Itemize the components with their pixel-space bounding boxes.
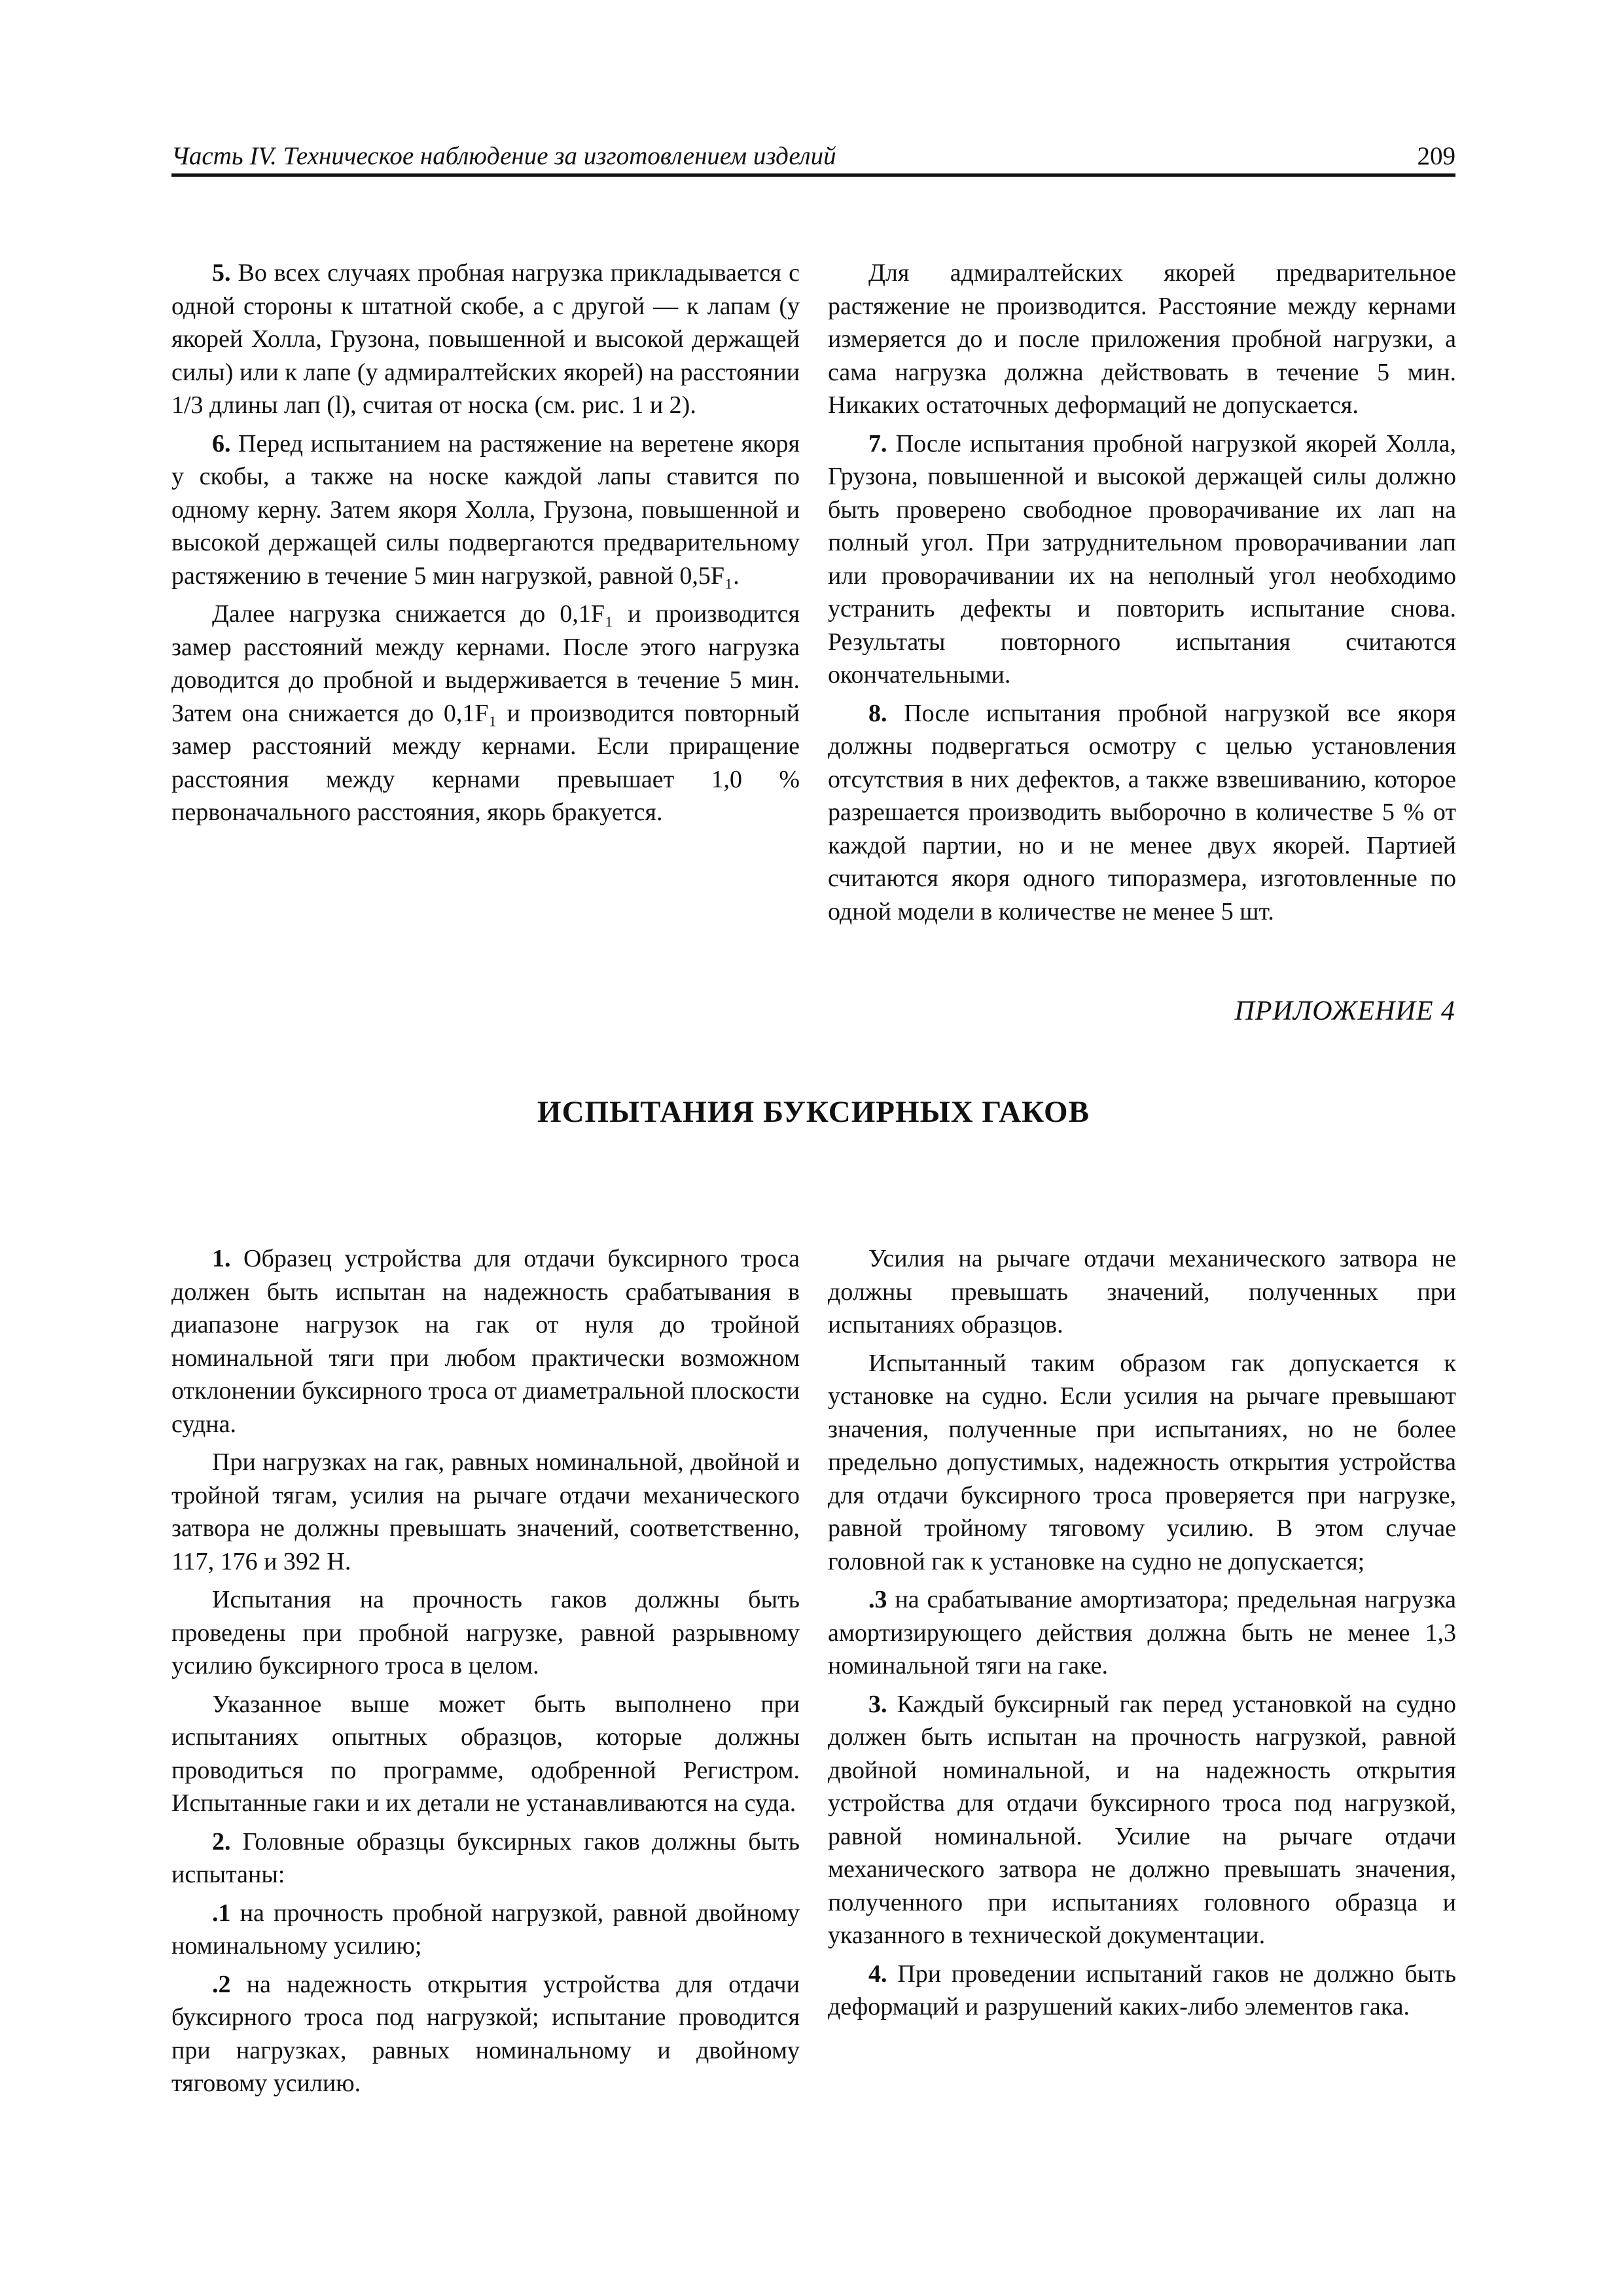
paragraph <box>828 257 1456 422</box>
paragraph <box>171 1968 800 2100</box>
paragraph <box>828 1347 1456 1579</box>
paragraph <box>171 598 800 829</box>
paragraph <box>171 1688 800 1820</box>
paragraph <box>171 427 800 593</box>
paragraph-text: на срабатывание амортизатора; предельная нагрузка амортизирующего действия должна быть не менее 1,3 номинальной тяги на гаке. <box>828 1586 1457 1679</box>
item-number: .2 <box>212 1970 231 1998</box>
running-header <box>171 141 1455 177</box>
item-number: .1 <box>212 1899 231 1927</box>
paragraph <box>828 697 1456 929</box>
paragraph-text: При нагрузках на гак, равных номинальной, двойной и тройной тягам, усилия на рычаге отдачи механического затвора не должны превышать значений, соответственно, 117, 176 и 392 Н. <box>171 1448 800 1575</box>
item-number: 6. <box>212 429 231 457</box>
page-number: 209 <box>1417 142 1455 170</box>
item-number: 4. <box>868 1960 887 1988</box>
paragraph-text: Во всех случаях пробная нагрузка прикладывается с одной стороны к штатной скобе, а с другой — к лапам (у якорей Холла, Грузона, повышенной и высокой держащей силы) или к лапе (у адмиралтейских якорей) на расстоянии 1/3 длины лап (l), считая от носка (см. рис. 1 и 2). <box>171 259 800 419</box>
paragraph-text: Испытания на прочность гаков должны быть проведены при пробной нагрузке, равной разрывному усилию буксирного троса в целом. <box>171 1586 800 1679</box>
paragraph <box>171 1897 800 1963</box>
paragraph <box>828 427 1456 692</box>
item-number: 8. <box>868 699 887 727</box>
lower-left-column <box>171 1242 800 2106</box>
paragraph-text: на надежность открытия устройства для отдачи буксирного троса под нагрузкой; испытание проводится при нагрузках, равных номинальному и двойному тяговому усилию. <box>171 1970 800 2097</box>
item-number: .3 <box>868 1586 887 1613</box>
paragraph-text: Указанное выше может быть выполнено при испытаниях опытных образцов, которые должны проводиться по программе, одобренной Регистром. Испытанные гаки и их детали не устанавливаются на суда. <box>171 1690 800 1817</box>
paragraph-text: Далее нагрузка снижается до 0,1F₁ и производится замер расстояний между кернами. После этого нагрузка доводится до пробной и выдерживается в течение 5 мин. Затем она снижается до 0,1F₁ и производится повторный замер расстояний между кернами. Если приращение расстояния между кернами превышает 1,0 % первоначального расстояния, якорь бракуется. <box>171 600 800 826</box>
paragraph-text: Для адмиралтейских якорей предварительное растяжение не производится. Расстояние между кернами измеряется до и после приложения пробной нагрузки, а сама нагрузка должна действовать в течение 5 мин. Никаких остаточных деформаций не допускается. <box>828 259 1456 419</box>
paragraph-text: После испытания пробной нагрузкой якорей Холла, Грузона, повышенной и высокой держащей силы должно быть проверено свободное проворачивание их лап на полный угол. При затруднительном проворачивании лап или проворачивании их на неполный угол необходимо устранить дефекты и повторить испытание снова. Результаты повторного испытания считаются окончательными. <box>828 429 1456 689</box>
upper-right-column <box>828 257 1456 933</box>
paragraph <box>171 1242 800 1441</box>
paragraph-text: Перед испытанием на растяжение на веретене якоря у скобы, а также на носке каждой лапы ставится по одному керну. Затем якоря Холла, Грузона, повышенной и высокой держащей силы подвергаются предварительному растяжению в течение 5 мин нагрузкой, равной 0,5F₁. <box>171 429 800 590</box>
paragraph-text: После испытания пробной нагрузкой все якоря должны подвергаться осмотру с целью установления отсутствия в них дефектов, а также взвешиванию, которое разрешается производить выборочно в количестве 5 % от каждой партии, но и не менее двух якорей. Партией считаются якоря одного типоразмера, изготовленные по одной модели в количестве не менее 5 шт. <box>828 699 1457 925</box>
paragraph-text: Каждый буксирный гак перед установкой на судно должен быть испытан на прочность нагрузкой, равной двойной номинальной, и на надежность открытия устройства для отдачи буксирного троса под нагрузкой, равной номинальной. Усилие на рычаге отдачи механического затвора не должно превышать значения, полученного при испытаниях головного образца и указанного в технической документации. <box>828 1690 1457 1949</box>
appendix-label: ПРИЛОЖЕНИЕ 4 <box>1234 996 1455 1026</box>
paragraph <box>828 1583 1456 1683</box>
item-number: 3. <box>868 1690 887 1718</box>
section-title: ИСПЫТАНИЯ БУКСИРНЫХ ГАКОВ <box>537 1095 1090 1129</box>
paragraph <box>171 1446 800 1578</box>
item-number: 2. <box>212 1827 231 1856</box>
paragraph-text: Головные образцы буксирных гаков должны быть испытаны: <box>171 1827 800 1888</box>
paragraph-text: Усилия на рычаге отдачи механического затвора не должны превышать значений, полученных при испытаниях образцов. <box>828 1245 1456 1338</box>
paragraph <box>828 1958 1456 2024</box>
paragraph <box>171 257 800 422</box>
paragraph <box>171 1583 800 1683</box>
item-number: 5. <box>212 259 231 287</box>
upper-left-column <box>171 257 800 834</box>
paragraph-text: Испытанный таким образом гак допускается к установке на судно. Если усилия на рычаге превышают значения, полученные при испытаниях, но не более предельно допустимых, надежность открытия устройства для отдачи буксирного троса проверяется при нагрузке, равной тройному тяговому усилию. В этом случае головной гак к установке на судно не допускается; <box>828 1349 1456 1575</box>
lower-right-column <box>828 1242 1456 2029</box>
item-number: 7. <box>868 429 887 457</box>
running-header-title: Часть IV. Техническое наблюдение за изготовлением изделий <box>171 142 836 170</box>
paragraph-text: Образец устройства для отдачи буксирного троса должен быть испытан на надежность срабатывания в диапазоне нагрузок на гак от нуля до тройной номинальной тяги при любом практически возможном отклонении буксирного троса от диаметральной плоскости судна. <box>171 1245 800 1438</box>
paragraph <box>828 1242 1456 1342</box>
paragraph <box>171 1825 800 1892</box>
paragraph <box>828 1688 1456 1952</box>
item-number: 1. <box>212 1245 231 1272</box>
paragraph-text: При проведении испытаний гаков не должно быть деформаций и разрушений каких-либо элементов гака. <box>828 1960 1456 2020</box>
paragraph-text: на прочность пробной нагрузкой, равной двойному номинальному усилию; <box>171 1899 800 1960</box>
